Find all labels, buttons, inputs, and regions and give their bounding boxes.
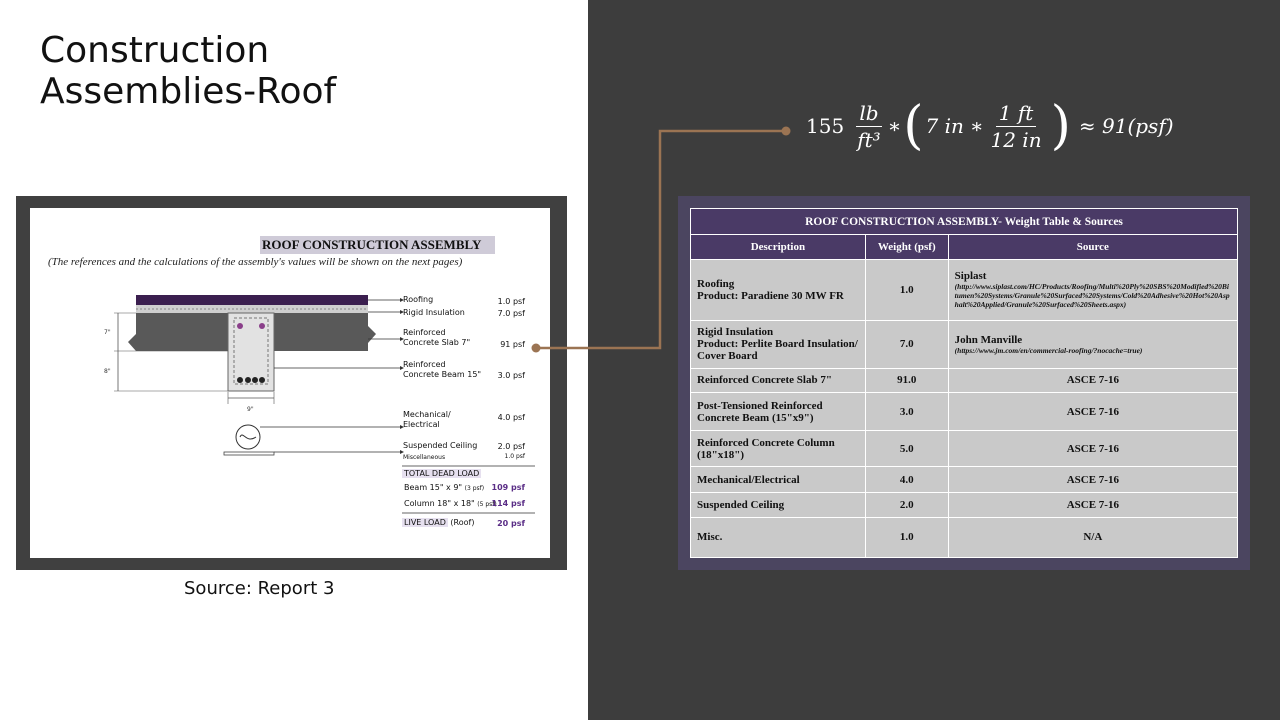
formula-times-2: ∗ [969, 114, 984, 138]
cell-description: Misc. [691, 517, 866, 557]
slide-title-line2: Assemblies-Roof [40, 71, 337, 112]
table-row [691, 393, 1238, 431]
cell-description: Mechanical/Electrical [691, 467, 866, 492]
formula-conversion-numerator: 1 ft [996, 102, 1037, 127]
column-total-note: (5 psf) [477, 501, 497, 508]
formula-thickness: 7 in [925, 114, 964, 138]
cell-source [948, 320, 1237, 368]
cell-description: Reinforced Concrete Column (18"x18") [691, 431, 866, 467]
table-row [691, 368, 1238, 392]
cell-weight: 3.0 [865, 393, 948, 431]
formula-conversion-denominator: 12 in [990, 127, 1042, 152]
slab-dimension: 7" [104, 329, 111, 336]
formula-right-paren: ) [1050, 96, 1071, 156]
table-title: ROOF CONSTRUCTION ASSEMBLY- Weight Table & Sources [691, 209, 1238, 235]
cell-source: ASCE 7-16 [948, 368, 1237, 392]
table-row [691, 260, 1238, 320]
column-total-text: Column 18" x 18" [404, 499, 475, 508]
formula-coefficient: 155 [806, 114, 845, 138]
cell-source: ASCE 7-16 [948, 393, 1237, 431]
cell-weight: 4.0 [865, 467, 948, 492]
layer-value-mechanical: 4.0 psf [497, 413, 525, 422]
cell-source: ASCE 7-16 [948, 467, 1237, 492]
table-row [691, 467, 1238, 492]
table-row [691, 320, 1238, 368]
layer-label-ceiling: Suspended Ceiling [403, 441, 478, 450]
column-header-source: Source [948, 235, 1237, 260]
layer-value-roofing: 1.0 psf [497, 297, 525, 306]
width-dimension: 9" [247, 406, 254, 413]
cell-weight: 7.0 [865, 320, 948, 368]
description-line-1: Rigid Insulation [697, 326, 774, 339]
beam-total-value: 109 psf [491, 483, 525, 492]
layer-value-misc: 1.0 psf [504, 453, 525, 460]
beam-total-note: (3 psf) [464, 485, 485, 492]
cell-description: Reinforced Concrete Slab 7" [691, 368, 866, 392]
source-url: (https://www.jm.com/en/commercial-roofing/?nocache=true) [954, 345, 1143, 355]
cell-source [948, 260, 1237, 320]
slab-weight-formula [806, 94, 1174, 158]
formula-left-paren: ( [903, 96, 924, 156]
layer-label-slab: Reinforced Concrete Slab 7" [403, 328, 471, 347]
figure-caption: Source: Report 3 [184, 578, 335, 599]
formula-unit-denominator: ft³ [857, 127, 881, 152]
layer-label-beam: Reinforced Concrete Beam 15" [403, 360, 482, 379]
live-load-value: 20 psf [497, 519, 525, 528]
live-load-suffix: (Roof) [450, 518, 475, 527]
formula-unit-fraction [854, 102, 883, 151]
layer-value-ceiling: 2.0 psf [497, 442, 525, 451]
weight-table [690, 208, 1238, 558]
column-total-value: 114 psf [491, 499, 525, 508]
cell-description: Suspended Ceiling [691, 492, 866, 517]
column-header-weight: Weight (psf) [865, 235, 948, 260]
table-row [691, 492, 1238, 517]
total-dead-load-heading: TOTAL DEAD LOAD [404, 469, 480, 478]
layer-label-roofing: Roofing [403, 295, 434, 304]
description-line-2: Product: Perlite Board Insulation/ Cover Board [697, 338, 858, 363]
cell-source: ASCE 7-16 [948, 492, 1237, 517]
source-name: Siplast [954, 270, 987, 283]
formula-times-1: ∗ [887, 114, 902, 138]
cell-weight: 91.0 [865, 368, 948, 392]
layer-value-slab: 91 psf [500, 340, 525, 349]
cell-weight: 5.0 [865, 431, 948, 467]
beam-dimension: 8" [104, 368, 111, 375]
cell-description: Post-Tensioned Reinforced Concrete Beam (15"x9") [691, 393, 866, 431]
live-load-text: LIVE LOAD [404, 518, 446, 527]
cell-weight: 1.0 [865, 517, 948, 557]
cell-weight: 2.0 [865, 492, 948, 517]
source-name: John Manville [954, 333, 1023, 346]
cell-source: N/A [948, 517, 1237, 557]
layer-value-insulation: 7.0 psf [497, 309, 525, 318]
table-row [691, 517, 1238, 557]
formula-conversion-fraction [988, 102, 1045, 151]
figure-note: (The references and the calculations of the assembly's values will be shown on the next pages) [48, 256, 463, 268]
slide-title-line1: Construction [40, 30, 270, 71]
description-line-1: Roofing [697, 277, 735, 290]
layer-value-beam: 3.0 psf [497, 371, 525, 380]
cell-weight: 1.0 [865, 260, 948, 320]
cell-description [691, 260, 866, 320]
column-header-description: Description [691, 235, 866, 260]
beam-total-text: Beam 15" x 9" [404, 483, 463, 492]
source-url: (http://www.siplast.com/HC/Products/Roofing/Multi%20Ply%20SBS%20Modified%20Bitumen%20Systems/Granule%20Surfaced%20Systems/Cold%20Adhesive%20Hot%20Asphalt%20Applied/Granule%20Surfaced%20Sheets.aspx) [954, 282, 1230, 310]
formula-result: ≈ 91(psf) [1078, 114, 1174, 138]
table-row [691, 431, 1238, 467]
layer-label-mechanical: Mechanical/ Electrical [403, 410, 451, 429]
figure-heading: ROOF CONSTRUCTION ASSEMBLY [260, 236, 495, 254]
layer-label-insulation: Rigid Insulation [403, 308, 465, 317]
cell-source: ASCE 7-16 [948, 431, 1237, 467]
description-line-2: Product: Paradiene 30 MW FR [697, 289, 844, 302]
cell-description [691, 320, 866, 368]
formula-unit-numerator: lb [856, 102, 881, 127]
layer-label-misc: Miscellaneous [403, 454, 446, 461]
